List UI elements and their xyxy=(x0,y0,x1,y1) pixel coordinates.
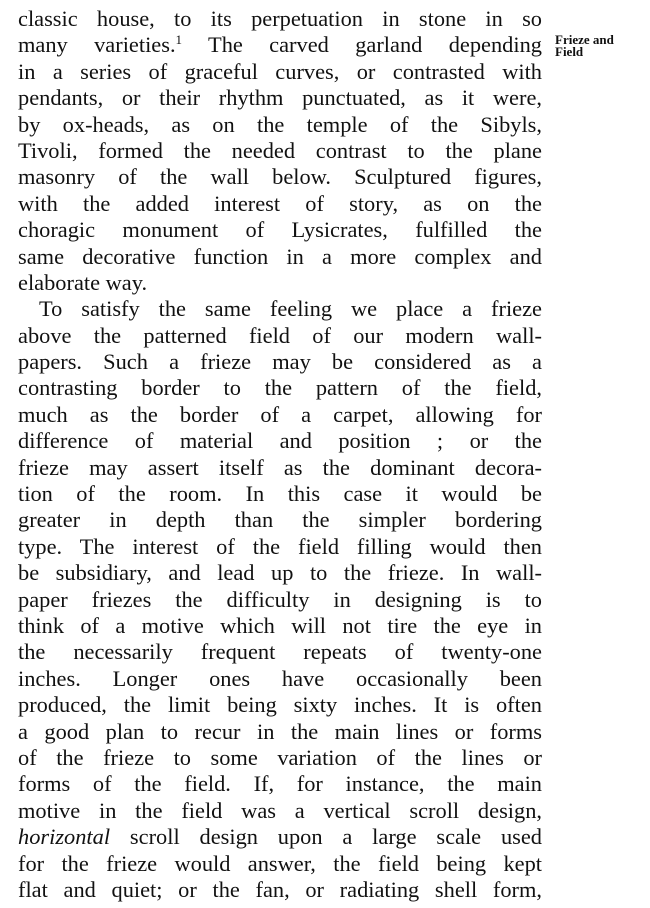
margin-note-line: Frieze and xyxy=(555,32,614,47)
text-line: tion of the room. In this case it would be xyxy=(18,481,542,507)
text-line: same decorative function in a more complex and xyxy=(18,243,542,269)
text-line: masonry of the wall below. Sculptured figures, xyxy=(18,164,542,190)
text-line: pendants, or their rhythm punctuated, as it were, xyxy=(18,85,542,111)
text-line: for the frieze would answer, the field being kept xyxy=(18,850,542,876)
text-line: paper friezes the difficulty in designing is to xyxy=(18,586,542,612)
text-line: inches. Longer ones have occasionally been xyxy=(18,665,542,691)
text-line: produced, the limit being sixty inches. It is often xyxy=(18,692,542,718)
text-line: classic house, to its perpetuation in stone in so xyxy=(18,6,542,31)
text-line: a good plan to recur in the main lines or forms xyxy=(18,718,542,744)
text-line xyxy=(18,32,542,58)
text-line xyxy=(18,824,542,850)
body-text xyxy=(18,6,542,903)
text-line: of the frieze to some variation of the lines or xyxy=(18,744,542,770)
italic-word: horizontal xyxy=(18,824,111,850)
text-line: forms of the field. If, for instance, the main xyxy=(18,771,542,797)
text-line: with the added interest of story, as on the xyxy=(18,190,542,216)
text-line: above the patterned field of our modern wall- xyxy=(18,322,542,348)
text-line: contrasting border to the pattern of the field, xyxy=(18,375,542,401)
text-fragment: The carved garland depending xyxy=(208,32,542,58)
margin-note-line: Field xyxy=(555,44,584,59)
text-line: be subsidiary, and lead up to the frieze. In wall- xyxy=(18,560,542,586)
text-line: Tivoli, formed the needed contrast to the plane xyxy=(18,137,542,163)
text-line: choragic monument of Lysicrates, fulfilled the xyxy=(18,217,542,243)
text-line: the necessarily frequent repeats of twenty-one xyxy=(18,639,542,665)
text-fragment: scroll design upon a large scale used xyxy=(129,824,542,850)
text-line: difference of material and position ; or the xyxy=(18,428,542,454)
footnote-marker: 1 xyxy=(175,32,183,48)
text-fragment: many varieties. xyxy=(18,32,176,58)
text-line: frieze may assert itself as the dominant decora- xyxy=(18,454,542,480)
text-line: greater in depth than the simpler bordering xyxy=(18,507,542,533)
text-line: flat and quiet; or the fan, or radiating shell form, xyxy=(18,876,542,902)
text-line: motive in the field was a vertical scroll design, xyxy=(18,797,542,823)
text-line: papers. Such a frieze may be considered as a xyxy=(18,349,542,375)
margin-note xyxy=(555,34,647,58)
text-line: To satisfy the same feeling we place a frieze xyxy=(39,296,542,322)
text-line: think of a motive which will not tire the eye in xyxy=(18,612,542,638)
text-line: in a series of graceful curves, or contrasted with xyxy=(18,58,542,84)
text-line: elaborate way. xyxy=(18,269,148,295)
text-line: type. The interest of the field filling would then xyxy=(18,533,542,559)
text-line: by ox-heads, as on the temple of the Sibyls, xyxy=(18,111,542,137)
text-line: much as the border of a carpet, allowing for xyxy=(18,401,542,427)
